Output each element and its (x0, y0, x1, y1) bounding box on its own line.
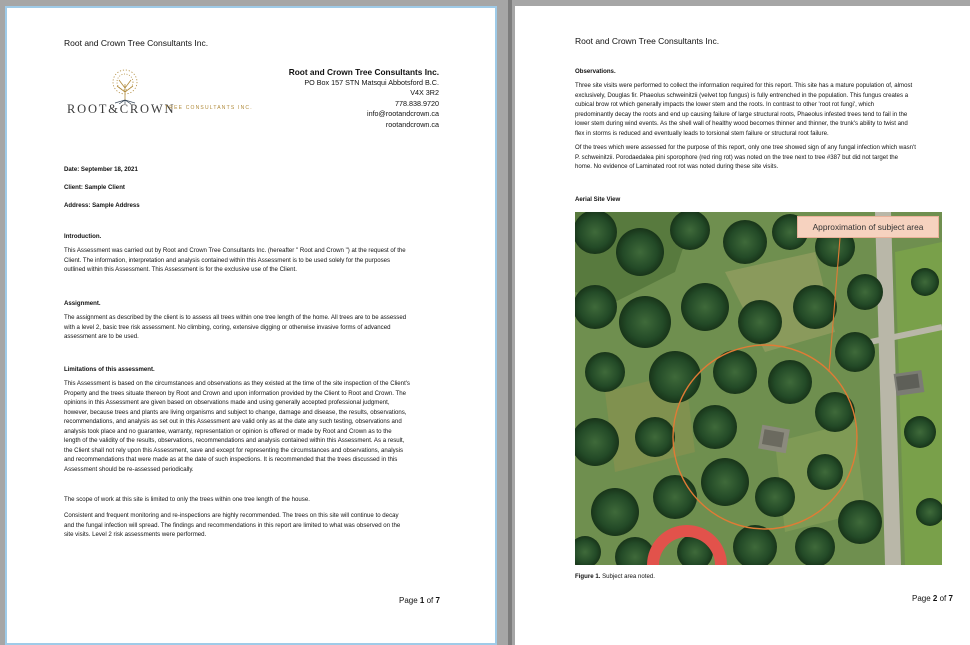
email-address: info@rootandcrown.ca (366, 109, 439, 119)
text-line: with a level 2, basic tree risk assessment. No climbing, coring, extensive digging or otherwise invasive forms of advanced (64, 323, 391, 331)
text-line: P. schweinitzii. Porodaedalea pini sporophore (red ring rot) was noted on the tree next to tree #387 but did not target the (575, 153, 899, 161)
phone-number: 778.838.9720 (395, 98, 439, 108)
aerial-view-heading: Aerial Site View (575, 196, 621, 203)
text-line: lower stem during wind events. As the shell wall of healthy wood becomes thinner and thinner, the trunk's ability to twist and (575, 120, 908, 127)
observations-heading: Observations. (575, 68, 616, 75)
observations-paragraph (575, 81, 912, 138)
footer-label: of (937, 594, 949, 603)
address-line-1: PO Box 157 STN Matsqui Abbotsford B.C. (304, 78, 439, 87)
text-line: exclusively, Douglas fir. Phaeolus schweinitzii (velvet top fungus) is fully entrenched in the population. This fungus creates a (575, 91, 909, 99)
logo-wordmark: ROOT&CROWN (67, 102, 176, 116)
text-line: Assessment should be re-assessed periodically. (64, 465, 194, 473)
limitations-heading: Limitations of this assessment. (64, 366, 155, 373)
text-line: assessment are to be used. (64, 333, 139, 340)
page-number: 2 (932, 594, 938, 603)
text-line: Property and the trees situate thereon by Root and Crown and upon information provided by the Client to Root and Crown. The (64, 389, 407, 397)
figure-caption-text: Subject area noted. (600, 573, 655, 580)
text-line: and recommendations that were made as at the date of such inspections. It is recommended that the trees discussed in this (64, 456, 398, 463)
assignment-heading: Assignment. (64, 300, 101, 307)
text-line: Three site visits were performed to collect the information required for this report. This site has a mature population of, almost (575, 82, 913, 89)
text-line: and the fungal infection will spread. The findings and recommendations in this report are limited to what was observed on the (64, 521, 401, 529)
text-line: cubical brow rot which generally impacts the lower stem and the roots. In contrast to other 'root rot fungi', which (575, 101, 875, 108)
text-line: Client. The information, interpretation and analysis contained within this Assessment is to be used solely for the purposes (64, 256, 391, 264)
figure-caption (575, 572, 655, 582)
text-line: however, because trees and plants are living organisms and subject to change, damage and disease, the results, observations, (64, 408, 407, 416)
footer-label: of (424, 596, 436, 605)
text-line: Of the trees which were assessed for the purpose of this report, only one tree showed sign of any fungal infection which wasn't (575, 144, 916, 151)
figure-label: Figure 1. (575, 573, 601, 580)
monitoring-paragraph (64, 511, 400, 540)
text-line: This Assessment was carried out by Root and Crown Tree Consultants Inc. (hereafter " Root and Crown ") at the request of the (64, 247, 406, 254)
text-line: Consistent and frequent monitoring and re-inspections are highly recommended. The trees on this site will continue to decay (64, 512, 399, 519)
fungal-findings-paragraph (575, 143, 916, 172)
logo-tagline: TREE CONSULTANTS INC. (165, 105, 253, 111)
document-page-1[interactable] (5, 6, 497, 645)
address-line-2: V4X 3R2 (410, 88, 439, 98)
aerial-photo-graphic (575, 212, 942, 565)
text-line: The assignment as described by the client is to assess all trees within one tree length of the home. All trees are to be assessed (64, 314, 407, 321)
footer-label: Page (912, 594, 933, 603)
company-name: Root and Crown Tree Consultants Inc. (288, 67, 439, 77)
introduction-paragraph (64, 246, 406, 275)
introduction-heading: Introduction. (64, 233, 102, 240)
document-page-2[interactable] (515, 6, 970, 645)
page-footer (399, 596, 440, 605)
text-line: the Client shall not rely upon this Assessment, save and except for representing the circumstances and observations, analysis (64, 446, 404, 454)
page-header: Root and Crown Tree Consultants Inc. (575, 36, 720, 46)
page-header: Root and Crown Tree Consultants Inc. (64, 38, 209, 48)
tree-logo-icon (85, 68, 165, 104)
text-line: opinions in this Assessment are given based on observations made and using generally accepted professional judgment, (64, 399, 390, 406)
page-gap (508, 0, 512, 645)
aerial-site-photo (575, 212, 942, 565)
text-line: recommendations, and analysis as set out in this Assessment are valid only as at the date any such testing, observations and (64, 418, 402, 425)
text-line: outlined within this Assessment. This Assessment is for the exclusive use of the Client. (64, 266, 297, 273)
text-line: length of the validity of the results, observations, recommendations and analysis contained within this Assessment. As a result, (64, 437, 405, 444)
text-line: site visits. Level 2 risk assessments were performed. (64, 531, 207, 538)
page-footer (912, 594, 953, 603)
report-client: Client: Sample Client (64, 184, 125, 191)
assignment-paragraph (64, 313, 406, 342)
text-line: flex in storms is reduced and eventually leads to torsional stem failure or structural root failure. (575, 129, 829, 137)
text-line: predominantly decay the roots and end up causing failure of large structural roots, Phaeolus infested trees tend to fail in the (575, 110, 908, 118)
page-total: 7 (948, 594, 953, 603)
company-address-block (289, 66, 439, 130)
page-total: 7 (435, 596, 440, 605)
report-address: Address: Sample Address (64, 202, 140, 209)
page-number: 1 (419, 596, 425, 605)
website: rootandcrown.ca (385, 119, 439, 129)
text-line: This Assessment is based on the circumstances and observations as they existed at the time of the site inspection of the Client's (64, 380, 410, 387)
footer-label: Page (399, 596, 420, 605)
text-line: home. No evidence of Laminated root rot was noted during these site visits. (575, 163, 779, 170)
text-line: analysis took place and no guarantee, warranty, representation or opinion is offered or made by Root and Crown as to the (64, 427, 392, 435)
scope-paragraph: The scope of work at this site is limited to only the trees within one tree length of the house. (64, 496, 310, 503)
report-date: Date: September 18, 2021 (64, 166, 138, 173)
subject-area-callout: Approximation of subject area (797, 216, 939, 238)
company-logo (67, 68, 257, 138)
limitations-paragraph (64, 379, 410, 474)
